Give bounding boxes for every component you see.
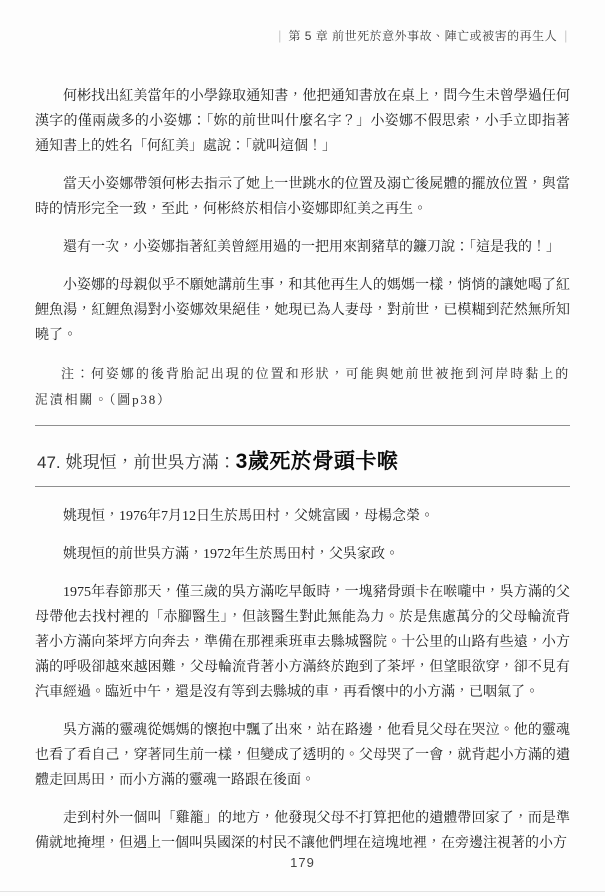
running-head [278, 27, 568, 44]
section-title-emphasis: 3歲死於骨頭卡喉 [235, 450, 399, 473]
paragraph: 姚現恒，1976年7月12日生於馬田村，父姚富國，母楊念榮。 [63, 509, 434, 524]
page-number: 179 [290, 855, 315, 870]
paragraph: 姚現恒的前世吳方滿，1972年生於馬田村，父吳家政。 [63, 547, 399, 562]
author-note: 注：何姿娜的後背胎記出現的位置和形狀，可能與她前世被拖到河岸時黏上的泥漬相關。（圖p38） [35, 366, 570, 407]
section-heading [35, 425, 570, 487]
page-edge-line [0, 891, 605, 892]
running-head-chapter-title: 第 5 章 前世死於意外事故、陣亡或被害的再生人 [288, 29, 558, 43]
running-head-right-bar: | [564, 28, 568, 43]
section-number: 47. [37, 453, 61, 472]
paragraph: 1975年春節那天，僅三歲的吳方滿吃早飯時，一塊豬骨頭卡在喉嚨中，吳方滿的父母帶他去找村裡的「赤腳醫生」，但該醫生對此無能為力。於是焦慮萬分的父母輪流背著小方滿向茶坪方向奔去，準備在那裡乘班車去縣城醫院。十公里的山路有些遠，小方滿的呼吸卻越來越困難，父母輪流背著小方滿終於跑到了茶坪，但望眼欲穿，卻不見有汽車經過。臨近中午，還是沒有等到去縣城的車，再看懷中的小方滿，已咽氣了。 [35, 585, 570, 700]
paragraph: 吳方滿的靈魂從媽媽的懷抱中飄了出來，站在路邊，他看見父母在哭泣。他的靈魂也看了看自己，穿著同生前一樣，但變成了透明的。父母哭了一會，就背起小方滿的遺體走回馬田，而小方滿的靈魂一路跟在後面。 [35, 723, 570, 788]
paragraph: 何彬找出紅美當年的小學錄取通知書，他把通知書放在桌上，問今生未曾學過任何漢字的僅兩歲多的小姿娜：「妳的前世叫什麼名字？」小姿娜不假思索，小手立即指著通知書上的姓名「何紅美」處說：「就叫這個！」 [35, 89, 570, 154]
paragraph: 當天小姿娜帶領何彬去指示了她上一世跳水的位置及溺亡後屍體的擺放位置，與當時的情形完全一致，至此，何彬終於相信小姿娜即紅美之再生。 [35, 177, 570, 217]
page-content [35, 84, 570, 869]
paragraph: 還有一次，小姿娜指著紅美曾經用過的一把用來割豬草的鐮刀說：「這是我的！」 [63, 240, 560, 255]
paragraph: 走到村外一個叫「雞籠」的地方，他發現父母不打算把他的遺體帶回家了，而是準備就地掩埋，但遇上一個叫吳國深的村民不讓他們埋在這塊地裡，在旁邊注視著的小方 [35, 811, 570, 851]
paragraph: 小姿娜的母親似乎不願她講前生事，和其他再生人的媽媽一樣，悄悄的讓她喝了紅鯉魚湯，紅鯉魚湯對小姿娜效果絕佳，她現已為人妻母，對前世，已模糊到茫然無所知曉了。 [35, 278, 570, 343]
section-title-prefix: 姚現恒，前世吳方滿： [65, 453, 236, 472]
running-head-left-bar: | [278, 28, 281, 43]
